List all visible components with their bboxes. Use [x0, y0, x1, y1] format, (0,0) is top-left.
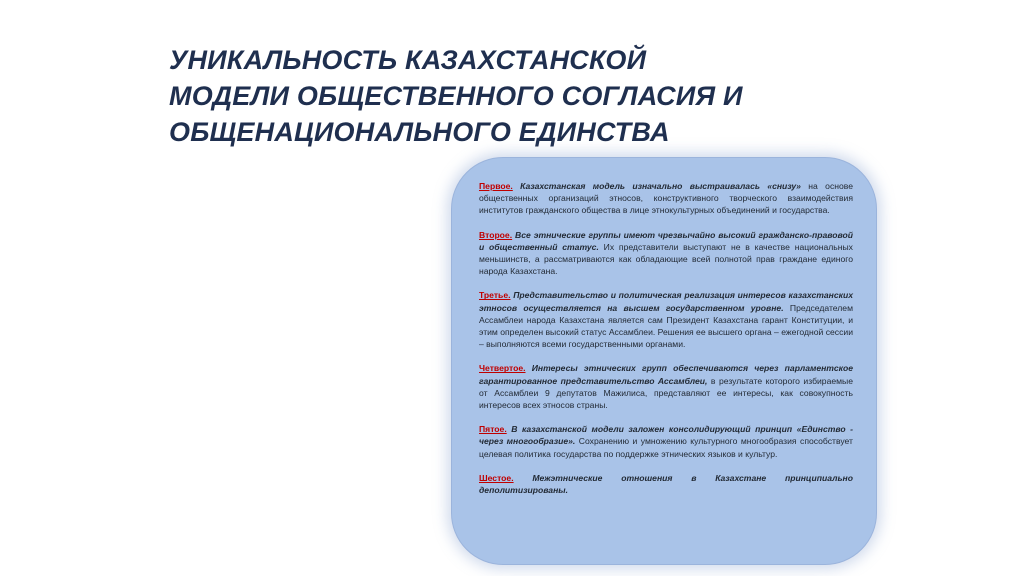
- principle-body: Председателем Ассамблеи народа Казахстана является сам Президент Казахстана гарант Конституции, и этим определен высокий статус Ассамблеи. Решения ее высшего органа – ежегодной сессии – выполняются всеми государственными органами.: [479, 302, 853, 350]
- principle-paragraph: [479, 180, 853, 217]
- principle-paragraph: [479, 472, 853, 496]
- title-line: ОБЩЕНАЦИОНАЛЬНОГО ЕДИНСТВА: [169, 117, 670, 147]
- principle-paragraph: [479, 229, 853, 278]
- principle-label: Первое.: [479, 181, 513, 191]
- title-line: МОДЕЛИ ОБЩЕСТВЕННОГО СОГЛАСИЯ И: [169, 81, 743, 111]
- principle-paragraph: [479, 289, 853, 350]
- principle-lead: Представительство и политическая реализация интересов казахстанских этносов осуществляется на высшем государственном уровне.: [479, 290, 854, 313]
- principle-lead: Казахстанская модель изначально выстраивалась «снизу»: [520, 181, 801, 191]
- principles-panel: [451, 157, 877, 565]
- slide-title: [169, 42, 889, 150]
- principle-paragraph: [479, 362, 853, 411]
- principle-body: на основе общественных организаций этносов, конструктивного творческого взаимодействия институтов гражданского общества в лице этнокультурных объединений и государства.: [479, 181, 854, 216]
- principle-body: Их представители выступают не в качестве национальных меньшинств, а рассматриваются как обладающие всей полнотой прав граждане единого народа Казахстана.: [479, 241, 853, 277]
- principle-lead: В казахстанской модели заложен консолидирующий принцип «Единство - через многообразие».: [479, 424, 853, 447]
- principle-label: Шестое.: [479, 472, 514, 483]
- principle-lead: Межэтнические отношения в Казахстане принципиально деполитизированы.: [479, 472, 853, 496]
- principle-label: Четвертое.: [479, 363, 526, 374]
- principle-paragraph: [479, 423, 853, 460]
- principle-label: Второе.: [479, 229, 513, 240]
- principle-lead: Интересы этнических групп обеспечиваются через парламентское гарантированное представительство Ассамблеи,: [479, 363, 853, 386]
- principle-label: Пятое.: [479, 424, 507, 435]
- principle-body: Сохранению и умножению культурного многообразия способствует целевая политика государства по поддержке этнических языков и культур.: [479, 436, 853, 459]
- principle-label: Третье.: [479, 290, 511, 301]
- principle-lead: Все этнические группы имеют чрезвычайно высокий гражданско-правовой и общественный статус.: [479, 229, 853, 252]
- principle-body: в результате которого избираемые от Ассамблеи 9 депутатов Мажилиса, представляют ее интересы, как совокупность интересов всех этносов страны.: [479, 375, 853, 411]
- title-line: УНИКАЛЬНОСТЬ КАЗАХСТАНСКОЙ: [169, 45, 647, 75]
